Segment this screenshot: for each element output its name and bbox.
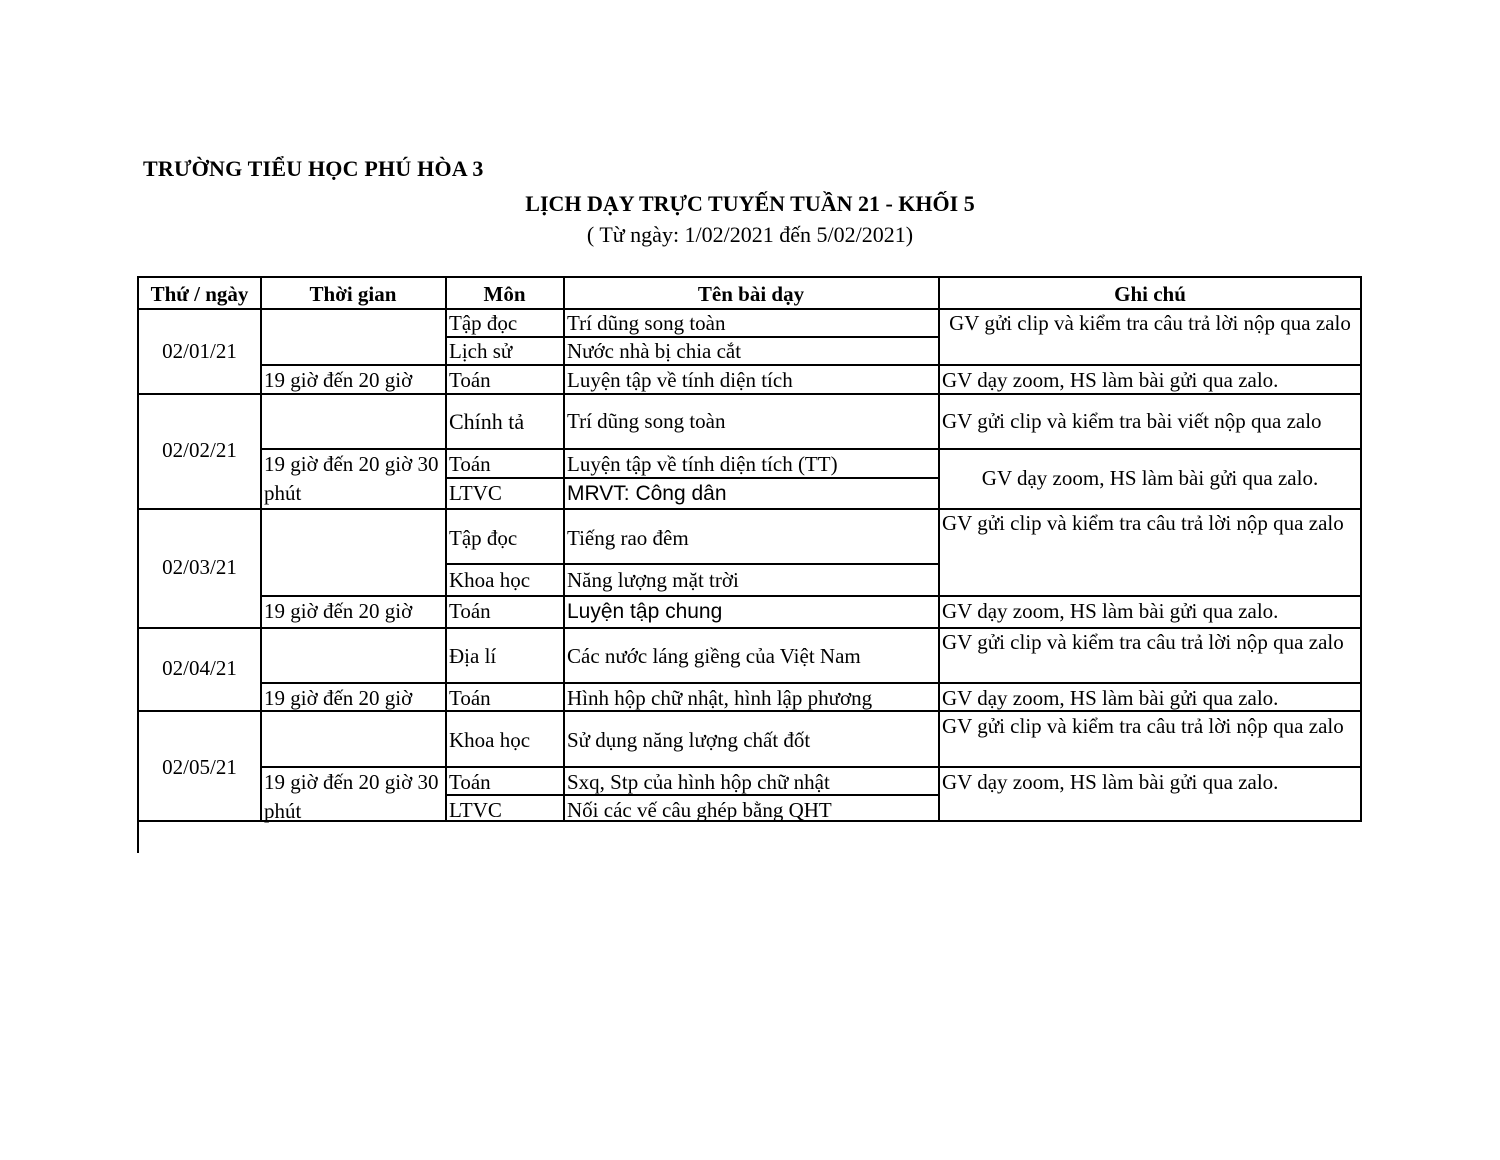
lesson-cell: Sử dụng năng lượng chất đốt bbox=[567, 728, 811, 752]
note-cell: GV gửi clip và kiểm tra bài viết nộp qua zalo bbox=[942, 409, 1322, 433]
subject-cell: Địa lí bbox=[449, 644, 497, 668]
date-cell: 02/01/21 bbox=[162, 339, 237, 363]
note-cell: GV dạy zoom, HS làm bài gửi qua zalo. bbox=[942, 368, 1279, 392]
lesson-cell: Luyện tập về tính diện tích bbox=[567, 368, 793, 392]
time-cell: 19 giờ đến 20 giờ bbox=[264, 686, 413, 710]
date-cell: 02/02/21 bbox=[162, 438, 237, 462]
lesson-cell: Trí dũng song toàn bbox=[567, 311, 726, 335]
subject-cell: Lịch sử bbox=[449, 339, 513, 363]
note-cell: GV gửi clip và kiểm tra câu trả lời nộp qua zalo bbox=[949, 311, 1351, 335]
lesson-cell: Các nước láng giềng của Việt Nam bbox=[567, 644, 861, 668]
subject-cell: LTVC bbox=[449, 798, 502, 822]
subject-cell: Tập đọc bbox=[449, 311, 518, 335]
lesson-cell: MRVT: Công dân bbox=[567, 482, 727, 505]
schedule-table bbox=[137, 276, 1362, 822]
lesson-cell: Hình hộp chữ nhật, hình lập phương bbox=[567, 686, 873, 710]
column-header-subject: Môn bbox=[483, 282, 526, 306]
lesson-cell: Trí dũng song toàn bbox=[567, 409, 726, 433]
lesson-cell: Luyện tập chung bbox=[567, 600, 723, 623]
lesson-cell: Năng lượng mặt trời bbox=[567, 568, 739, 592]
column-header-date: Thứ / ngày bbox=[150, 282, 249, 306]
column-header-notes: Ghi chú bbox=[1114, 282, 1186, 306]
date-cell: 02/04/21 bbox=[162, 656, 237, 680]
lesson-cell: Sxq, Stp của hình hộp chữ nhật bbox=[567, 770, 830, 794]
date-cell: 02/05/21 bbox=[162, 755, 237, 779]
date-range: ( Từ ngày: 1/02/2021 đến 5/02/2021) bbox=[586, 222, 914, 247]
time-cell: 19 giờ đến 20 giờ 30 phút bbox=[264, 770, 439, 823]
time-cell: 19 giờ đến 20 giờ bbox=[264, 368, 413, 392]
subject-cell: Chính tả bbox=[449, 409, 525, 434]
subject-cell: Toán bbox=[449, 686, 491, 710]
subject-cell: Toán bbox=[449, 770, 491, 794]
note-cell: GV gửi clip và kiểm tra câu trả lời nộp qua zalo bbox=[942, 511, 1344, 535]
note-cell: GV dạy zoom, HS làm bài gửi qua zalo. bbox=[981, 466, 1319, 490]
note-cell: GV gửi clip và kiểm tra câu trả lời nộp qua zalo bbox=[942, 714, 1344, 738]
school-name: TRƯỜNG TIỂU HỌC PHÚ HÒA 3 bbox=[143, 156, 484, 181]
lesson-cell: Nước nhà bị chia cắt bbox=[567, 339, 742, 363]
subject-cell: Khoa học bbox=[449, 568, 531, 592]
subject-cell: Tập đọc bbox=[449, 526, 518, 550]
time-cell: 19 giờ đến 20 giờ 30 phút bbox=[264, 452, 439, 505]
table-edge-line bbox=[137, 822, 139, 853]
date-cell: 02/03/21 bbox=[162, 555, 237, 579]
note-cell: GV dạy zoom, HS làm bài gửi qua zalo. bbox=[942, 599, 1279, 623]
note-cell: GV dạy zoom, HS làm bài gửi qua zalo. bbox=[942, 686, 1279, 710]
lesson-cell: Nối các vế câu ghép bằng QHT bbox=[567, 798, 832, 822]
subject-cell: Toán bbox=[449, 368, 491, 392]
subject-cell: Khoa học bbox=[449, 728, 531, 752]
lesson-cell: Tiếng rao đêm bbox=[567, 526, 689, 550]
subject-cell: Toán bbox=[449, 599, 491, 623]
subject-cell: LTVC bbox=[449, 481, 502, 505]
note-cell: GV dạy zoom, HS làm bài gửi qua zalo. bbox=[942, 770, 1279, 794]
lesson-cell: Luyện tập về tính diện tích (TT) bbox=[567, 452, 838, 476]
time-cell: 19 giờ đến 20 giờ bbox=[264, 599, 413, 623]
column-header-lesson: Tên bài dạy bbox=[697, 282, 805, 306]
page-title: LỊCH DẠY TRỰC TUYẾN TUẦN 21 - KHỐI 5 bbox=[525, 191, 975, 216]
note-cell: GV gửi clip và kiểm tra câu trả lời nộp qua zalo bbox=[942, 630, 1344, 654]
subject-cell: Toán bbox=[449, 452, 491, 476]
column-header-time: Thời gian bbox=[309, 282, 397, 306]
